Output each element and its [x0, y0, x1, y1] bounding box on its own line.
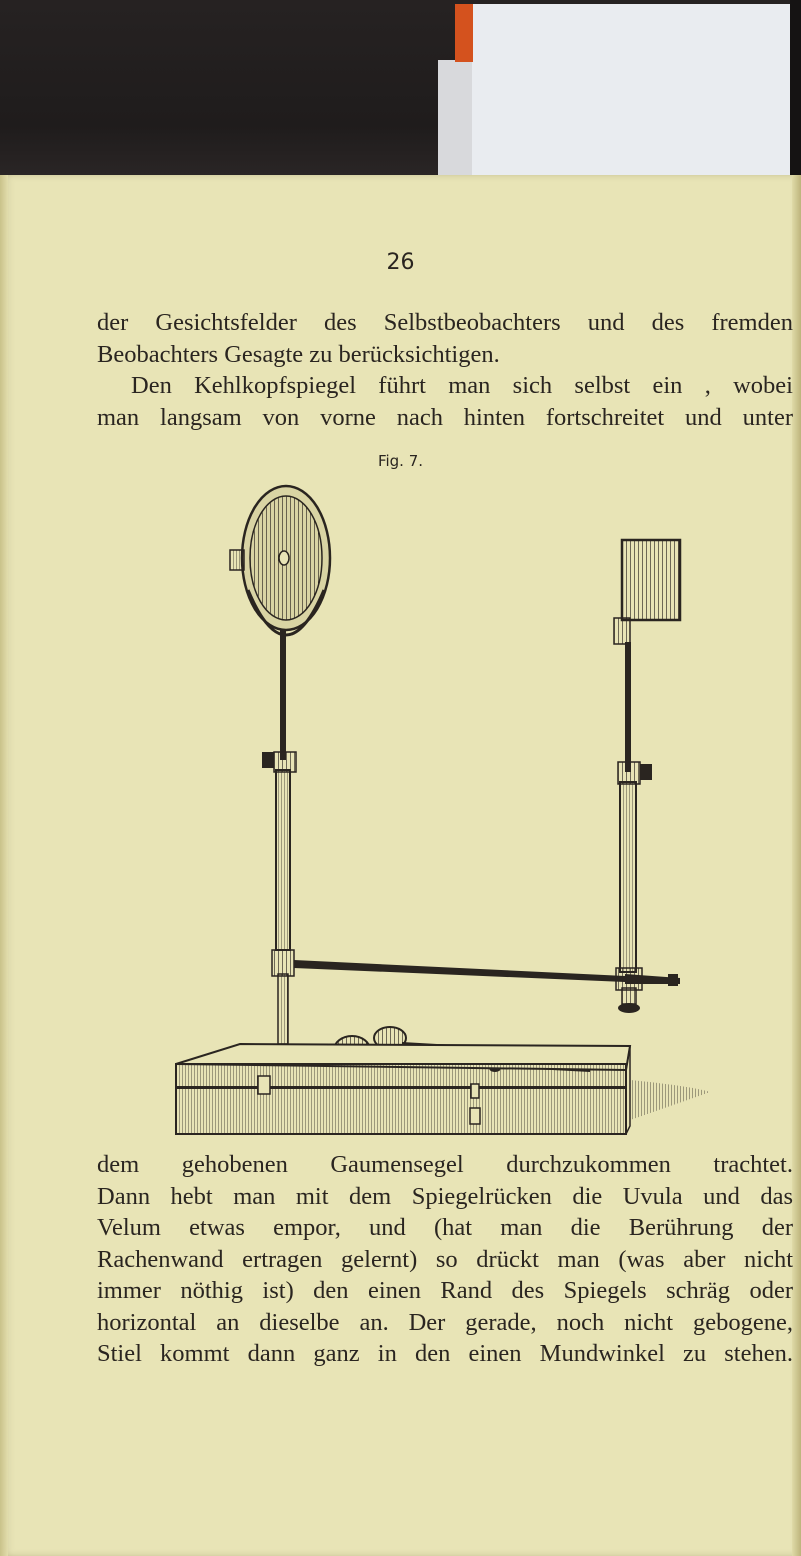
paragraph-bottom	[97, 1149, 793, 1370]
figure-caption: Fig. 7.	[377, 452, 424, 470]
text-line: der Gesichtsfelder des Selbstbeobachters und des fremden	[97, 309, 793, 336]
page-left-edge	[0, 175, 8, 1556]
plane-mirror	[614, 540, 680, 644]
right-rod	[616, 642, 652, 1013]
laryngoscope-stand-illustration	[170, 480, 710, 1140]
text-line: Rachenwand ertragen gelernt) so drückt man (was aber nicht	[97, 1245, 793, 1273]
paper-slip	[472, 4, 790, 176]
scanner-edge	[790, 0, 801, 180]
text-line: dem gehobenen Gaumensegel durchzukommen trachtet.	[97, 1151, 793, 1178]
text-line: Velum etwas empor, und (hat man die Berührung der	[97, 1214, 793, 1241]
figure-laryngoscope-stand	[170, 480, 710, 1145]
paper-slip-shadow	[438, 60, 474, 178]
concave-mirror	[230, 486, 330, 635]
text-line: Dann hebt man mit dem Spiegelrücken die Uvula und das	[97, 1182, 793, 1210]
text-line: Beobachters Gesagte zu berücksichtigen.	[97, 340, 500, 368]
instrument-case	[176, 1044, 710, 1134]
text-line: immer nöthig ist) den einen Rand des Spiegels schräg oder	[97, 1277, 793, 1304]
page-number: 26	[386, 250, 415, 275]
orange-marker-tab	[455, 4, 473, 62]
left-rod	[257, 630, 309, 1059]
paragraph-top	[97, 307, 793, 433]
text-line: man langsam von vorne nach hinten fortschreitet und unter	[97, 403, 793, 431]
page-right-edge	[792, 175, 801, 1556]
text-line: Stiel kommt dann ganz in den einen Mundwinkel zu stehen.	[97, 1340, 793, 1367]
text-line: Den Kehlkopfspiegel führt man sich selbst ein , wobei	[131, 372, 793, 399]
text-line: horizontal an dieselbe an. Der gerade, noch nicht gebogene,	[97, 1308, 793, 1336]
